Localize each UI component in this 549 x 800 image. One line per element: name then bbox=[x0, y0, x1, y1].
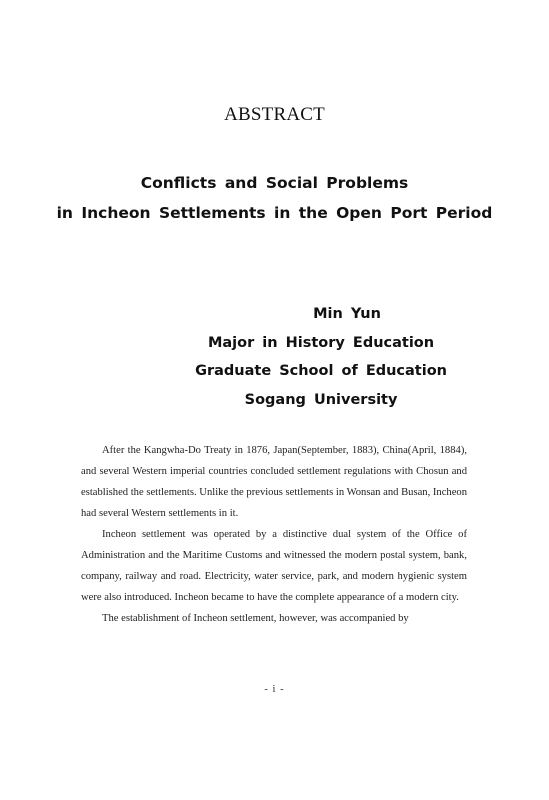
abstract-paragraph-2: Incheon settlement was operated by a distinctive dual system of the Office of Administration and the Maritime Customs and witnessed the modern postal system, bank, company, railway and road. Electricity, water service, park, and modern hygienic system were also introduced. Incheon became to have the complete appearance of a modern city. bbox=[81, 529, 467, 603]
author-university: Sogang University bbox=[244, 391, 398, 408]
author-name: Min Yun bbox=[313, 306, 381, 322]
author-block bbox=[195, 300, 447, 414]
abstract-body bbox=[81, 440, 467, 629]
title-line-1: Conflicts and Social Problems bbox=[140, 174, 409, 192]
abstract-heading: ABSTRACT bbox=[224, 104, 325, 125]
page-number: - i - bbox=[264, 684, 285, 695]
abstract-paragraph-1: After the Kangwha-Do Treaty in 1876, Japan(September, 1883), China(April, 1884), and several Western imperial countries concluded settlement regulations with Chosun and established the settlements. Unlike the previous settlements in Wonsan and Busan, Incheon had several Western settlements in it. bbox=[81, 445, 467, 519]
abstract-paragraph-3: The establishment of Incheon settlement, however, was accompanied by bbox=[102, 613, 409, 624]
title-line-2: in Incheon Settlements in the Open Port Period bbox=[56, 204, 493, 222]
author-school: Graduate School of Education bbox=[195, 363, 447, 379]
author-major: Major in History Education bbox=[207, 334, 435, 351]
